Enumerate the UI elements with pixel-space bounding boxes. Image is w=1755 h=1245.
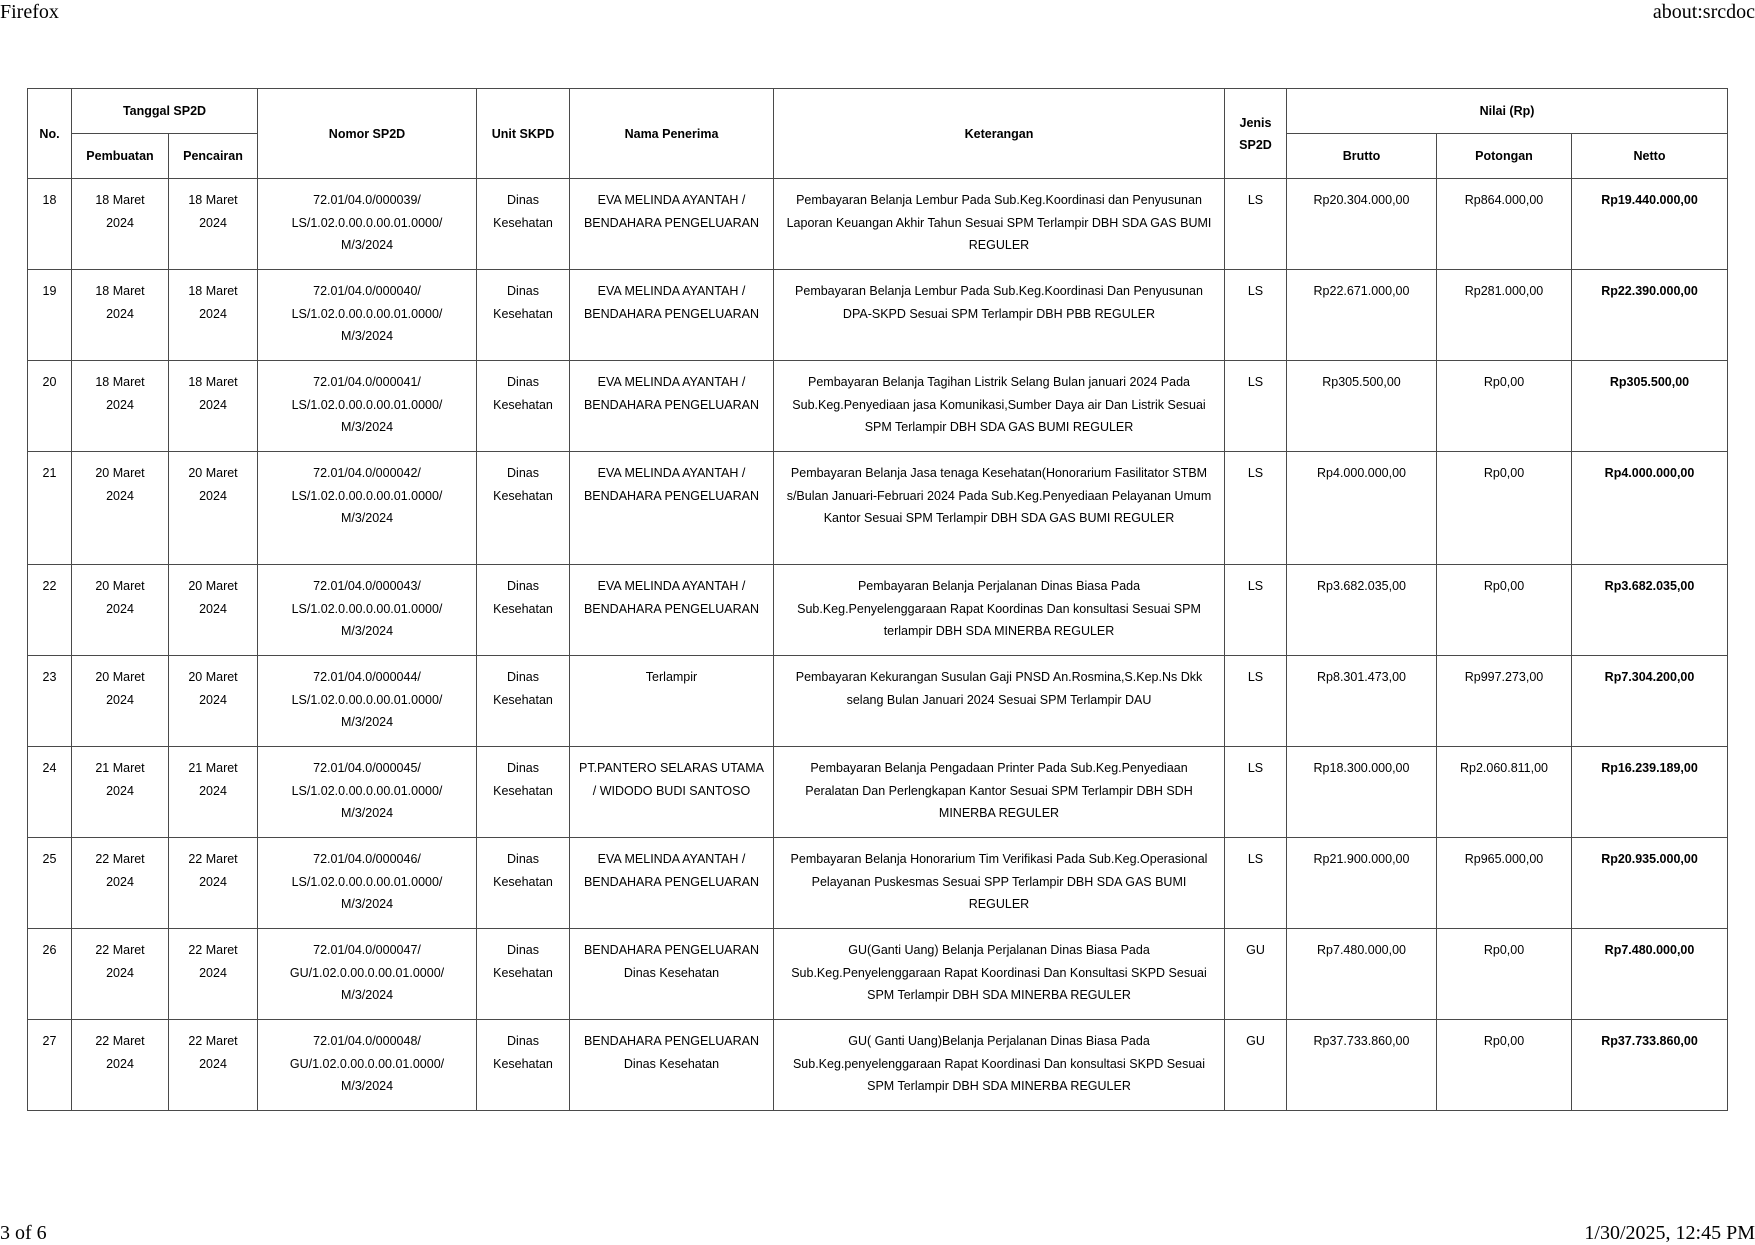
cell-nomor-sp2d: 72.01/04.0/000045/ LS/1.02.0.00.0.00.01.0000/ M/3/2024 xyxy=(258,747,477,838)
header-netto: Netto xyxy=(1572,134,1728,179)
table-row xyxy=(28,747,1728,838)
header-tanggal: Tanggal SP2D xyxy=(72,89,258,134)
cell-pembuatan: 22 Maret 2024 xyxy=(72,838,169,929)
cell-unit-skpd: Dinas Kesehatan xyxy=(477,656,570,747)
cell-pembuatan: 22 Maret 2024 xyxy=(72,929,169,1020)
cell-brutto: Rp20.304.000,00 xyxy=(1287,179,1437,270)
cell-pencairan: 20 Maret 2024 xyxy=(169,452,258,565)
cell-nomor-sp2d: 72.01/04.0/000042/ LS/1.02.0.00.0.00.01.0000/ M/3/2024 xyxy=(258,452,477,565)
cell-pencairan: 18 Maret 2024 xyxy=(169,179,258,270)
cell-unit-skpd: Dinas Kesehatan xyxy=(477,838,570,929)
header-potongan: Potongan xyxy=(1437,134,1572,179)
table-row xyxy=(28,929,1728,1020)
print-header-app: Firefox xyxy=(0,1,59,23)
cell-brutto: Rp3.682.035,00 xyxy=(1287,565,1437,656)
cell-potongan: Rp997.273,00 xyxy=(1437,656,1572,747)
cell-netto: Rp4.000.000,00 xyxy=(1572,452,1728,565)
cell-netto: Rp16.239.189,00 xyxy=(1572,747,1728,838)
cell-no: 23 xyxy=(28,656,72,747)
header-jenis: Jenis SP2D xyxy=(1225,89,1287,179)
cell-pencairan: 20 Maret 2024 xyxy=(169,656,258,747)
cell-netto: Rp19.440.000,00 xyxy=(1572,179,1728,270)
table-row xyxy=(28,565,1728,656)
table-header xyxy=(28,89,1728,179)
cell-nama-penerima: EVA MELINDA AYANTAH / BENDAHARA PENGELUARAN xyxy=(570,179,774,270)
cell-potongan: Rp864.000,00 xyxy=(1437,179,1572,270)
cell-keterangan: Pembayaran Belanja Pengadaan Printer Pada Sub.Keg.Penyediaan Peralatan Dan Perlengkapan Kantor Sesuai SPM Terlampir DBH SDH MINERBA REGULER xyxy=(774,747,1225,838)
cell-unit-skpd: Dinas Kesehatan xyxy=(477,452,570,565)
cell-no: 27 xyxy=(28,1020,72,1111)
cell-unit-skpd: Dinas Kesehatan xyxy=(477,565,570,656)
cell-nama-penerima: BENDAHARA PENGELUARAN Dinas Kesehatan xyxy=(570,1020,774,1111)
cell-no: 24 xyxy=(28,747,72,838)
cell-jenis-sp2d: GU xyxy=(1225,1020,1287,1111)
cell-potongan: Rp0,00 xyxy=(1437,565,1572,656)
table-row xyxy=(28,179,1728,270)
header-pembuatan: Pembuatan xyxy=(72,134,169,179)
table-row xyxy=(28,656,1728,747)
cell-pembuatan: 18 Maret 2024 xyxy=(72,361,169,452)
cell-pencairan: 20 Maret 2024 xyxy=(169,565,258,656)
cell-nama-penerima: EVA MELINDA AYANTAH / BENDAHARA PENGELUARAN xyxy=(570,838,774,929)
header-nomor: Nomor SP2D xyxy=(258,89,477,179)
cell-potongan: Rp0,00 xyxy=(1437,929,1572,1020)
cell-potongan: Rp0,00 xyxy=(1437,361,1572,452)
cell-keterangan: GU( Ganti Uang)Belanja Perjalanan Dinas Biasa Pada Sub.Keg.penyelenggaraan Rapat Koordinasi Dan konsultasi SKPD Sesuai SPM Terlampir DBH SDA MINERBA REGULER xyxy=(774,1020,1225,1111)
cell-jenis-sp2d: LS xyxy=(1225,565,1287,656)
cell-netto: Rp22.390.000,00 xyxy=(1572,270,1728,361)
cell-keterangan: Pembayaran Belanja Honorarium Tim Verifikasi Pada Sub.Keg.Operasional Pelayanan Puskesmas Sesuai SPP Terlampir DBH SDA GAS BUMI REGULER xyxy=(774,838,1225,929)
cell-no: 22 xyxy=(28,565,72,656)
cell-potongan: Rp0,00 xyxy=(1437,452,1572,565)
cell-netto: Rp3.682.035,00 xyxy=(1572,565,1728,656)
cell-pembuatan: 21 Maret 2024 xyxy=(72,747,169,838)
cell-netto: Rp305.500,00 xyxy=(1572,361,1728,452)
cell-nama-penerima: EVA MELINDA AYANTAH / BENDAHARA PENGELUARAN xyxy=(570,452,774,565)
cell-pencairan: 22 Maret 2024 xyxy=(169,1020,258,1111)
cell-nama-penerima: Terlampir xyxy=(570,656,774,747)
cell-nama-penerima: PT.PANTERO SELARAS UTAMA / WIDODO BUDI SANTOSO xyxy=(570,747,774,838)
cell-nomor-sp2d: 72.01/04.0/000046/ LS/1.02.0.00.0.00.01.0000/ M/3/2024 xyxy=(258,838,477,929)
cell-potongan: Rp0,00 xyxy=(1437,1020,1572,1111)
cell-nama-penerima: EVA MELINDA AYANTAH / BENDAHARA PENGELUARAN xyxy=(570,361,774,452)
cell-jenis-sp2d: LS xyxy=(1225,656,1287,747)
cell-keterangan: Pembayaran Belanja Lembur Pada Sub.Keg.Koordinasi Dan Penyusunan DPA-SKPD Sesuai SPM Terlampir DBH PBB REGULER xyxy=(774,270,1225,361)
cell-nomor-sp2d: 72.01/04.0/000041/ LS/1.02.0.00.0.00.01.0000/ M/3/2024 xyxy=(258,361,477,452)
header-nilai: Nilai (Rp) xyxy=(1287,89,1728,134)
cell-nama-penerima: BENDAHARA PENGELUARAN Dinas Kesehatan xyxy=(570,929,774,1020)
cell-pembuatan: 20 Maret 2024 xyxy=(72,565,169,656)
cell-nomor-sp2d: 72.01/04.0/000039/ LS/1.02.0.00.0.00.01.0000/ M/3/2024 xyxy=(258,179,477,270)
cell-keterangan: Pembayaran Belanja Jasa tenaga Kesehatan(Honorarium Fasilitator STBM s/Bulan Januari-Februari 2024 Pada Sub.Keg.Penyediaan Pelayanan Umum Kantor Sesuai SPM Terlampir DBH SDA GAS BUMI REGULER xyxy=(774,452,1225,565)
cell-brutto: Rp7.480.000,00 xyxy=(1287,929,1437,1020)
cell-brutto: Rp305.500,00 xyxy=(1287,361,1437,452)
cell-no: 20 xyxy=(28,361,72,452)
cell-netto: Rp20.935.000,00 xyxy=(1572,838,1728,929)
cell-no: 18 xyxy=(28,179,72,270)
cell-netto: Rp7.304.200,00 xyxy=(1572,656,1728,747)
cell-pembuatan: 20 Maret 2024 xyxy=(72,656,169,747)
cell-jenis-sp2d: LS xyxy=(1225,361,1287,452)
cell-jenis-sp2d: LS xyxy=(1225,838,1287,929)
print-footer-page: 3 of 6 xyxy=(0,1222,47,1244)
cell-no: 21 xyxy=(28,452,72,565)
cell-no: 26 xyxy=(28,929,72,1020)
cell-netto: Rp7.480.000,00 xyxy=(1572,929,1728,1020)
cell-pembuatan: 18 Maret 2024 xyxy=(72,179,169,270)
cell-jenis-sp2d: GU xyxy=(1225,929,1287,1020)
cell-pembuatan: 18 Maret 2024 xyxy=(72,270,169,361)
cell-keterangan: Pembayaran Belanja Tagihan Listrik Selang Bulan januari 2024 Pada Sub.Keg.Penyediaan jasa Komunikasi,Sumber Daya air Dan Listrik Sesuai SPM Terlampir DBH SDA GAS BUMI REGULER xyxy=(774,361,1225,452)
cell-jenis-sp2d: LS xyxy=(1225,179,1287,270)
cell-unit-skpd: Dinas Kesehatan xyxy=(477,361,570,452)
cell-brutto: Rp37.733.860,00 xyxy=(1287,1020,1437,1111)
table-row xyxy=(28,452,1728,565)
cell-no: 19 xyxy=(28,270,72,361)
cell-pencairan: 22 Maret 2024 xyxy=(169,838,258,929)
cell-potongan: Rp965.000,00 xyxy=(1437,838,1572,929)
table-row xyxy=(28,361,1728,452)
cell-jenis-sp2d: LS xyxy=(1225,452,1287,565)
table-body xyxy=(28,179,1728,1111)
header-nama: Nama Penerima xyxy=(570,89,774,179)
cell-nama-penerima: EVA MELINDA AYANTAH / BENDAHARA PENGELUARAN xyxy=(570,270,774,361)
cell-no: 25 xyxy=(28,838,72,929)
cell-netto: Rp37.733.860,00 xyxy=(1572,1020,1728,1111)
cell-nomor-sp2d: 72.01/04.0/000043/ LS/1.02.0.00.0.00.01.0000/ M/3/2024 xyxy=(258,565,477,656)
print-header-url: about:srcdoc xyxy=(1652,1,1755,23)
cell-keterangan: GU(Ganti Uang) Belanja Perjalanan Dinas Biasa Pada Sub.Keg.Penyelenggaraan Rapat Koordinasi Dan Konsultasi SKPD Sesuai SPM Terlampir DBH SDA MINERBA REGULER xyxy=(774,929,1225,1020)
cell-nama-penerima: EVA MELINDA AYANTAH / BENDAHARA PENGELUARAN xyxy=(570,565,774,656)
cell-brutto: Rp8.301.473,00 xyxy=(1287,656,1437,747)
cell-keterangan: Pembayaran Belanja Lembur Pada Sub.Keg.Koordinasi dan Penyusunan Laporan Keuangan Akhir Tahun Sesuai SPM Terlampir DBH SDA GAS BUMI REGULER xyxy=(774,179,1225,270)
cell-brutto: Rp4.000.000,00 xyxy=(1287,452,1437,565)
header-no: No. xyxy=(28,89,72,179)
table-row xyxy=(28,1020,1728,1111)
cell-brutto: Rp21.900.000,00 xyxy=(1287,838,1437,929)
cell-pembuatan: 20 Maret 2024 xyxy=(72,452,169,565)
cell-unit-skpd: Dinas Kesehatan xyxy=(477,929,570,1020)
header-keterangan: Keterangan xyxy=(774,89,1225,179)
cell-jenis-sp2d: LS xyxy=(1225,270,1287,361)
cell-potongan: Rp281.000,00 xyxy=(1437,270,1572,361)
header-brutto: Brutto xyxy=(1287,134,1437,179)
cell-unit-skpd: Dinas Kesehatan xyxy=(477,179,570,270)
cell-pencairan: 18 Maret 2024 xyxy=(169,361,258,452)
cell-nomor-sp2d: 72.01/04.0/000047/ GU/1.02.0.00.0.00.01.0000/ M/3/2024 xyxy=(258,929,477,1020)
cell-brutto: Rp22.671.000,00 xyxy=(1287,270,1437,361)
cell-unit-skpd: Dinas Kesehatan xyxy=(477,1020,570,1111)
cell-nomor-sp2d: 72.01/04.0/000044/ LS/1.02.0.00.0.00.01.0000/ M/3/2024 xyxy=(258,656,477,747)
cell-pencairan: 22 Maret 2024 xyxy=(169,929,258,1020)
sp2d-table xyxy=(27,88,1728,1111)
print-footer-datetime: 1/30/2025, 12:45 PM xyxy=(1584,1222,1755,1244)
table-row xyxy=(28,270,1728,361)
cell-keterangan: Pembayaran Kekurangan Susulan Gaji PNSD An.Rosmina,S.Kep.Ns Dkk selang Bulan Januari 2024 Sesuai SPM Terlampir DAU xyxy=(774,656,1225,747)
header-unit: Unit SKPD xyxy=(477,89,570,179)
cell-potongan: Rp2.060.811,00 xyxy=(1437,747,1572,838)
table-row xyxy=(28,838,1728,929)
cell-unit-skpd: Dinas Kesehatan xyxy=(477,747,570,838)
cell-jenis-sp2d: LS xyxy=(1225,747,1287,838)
cell-nomor-sp2d: 72.01/04.0/000048/ GU/1.02.0.00.0.00.01.0000/ M/3/2024 xyxy=(258,1020,477,1111)
cell-pembuatan: 22 Maret 2024 xyxy=(72,1020,169,1111)
cell-keterangan: Pembayaran Belanja Perjalanan Dinas Biasa Pada Sub.Keg.Penyelenggaraan Rapat Koordinas Dan konsultasi Sesuai SPM terlampir DBH SDA MINERBA REGULER xyxy=(774,565,1225,656)
header-pencairan: Pencairan xyxy=(169,134,258,179)
cell-brutto: Rp18.300.000,00 xyxy=(1287,747,1437,838)
cell-unit-skpd: Dinas Kesehatan xyxy=(477,270,570,361)
cell-nomor-sp2d: 72.01/04.0/000040/ LS/1.02.0.00.0.00.01.0000/ M/3/2024 xyxy=(258,270,477,361)
cell-pencairan: 21 Maret 2024 xyxy=(169,747,258,838)
cell-pencairan: 18 Maret 2024 xyxy=(169,270,258,361)
